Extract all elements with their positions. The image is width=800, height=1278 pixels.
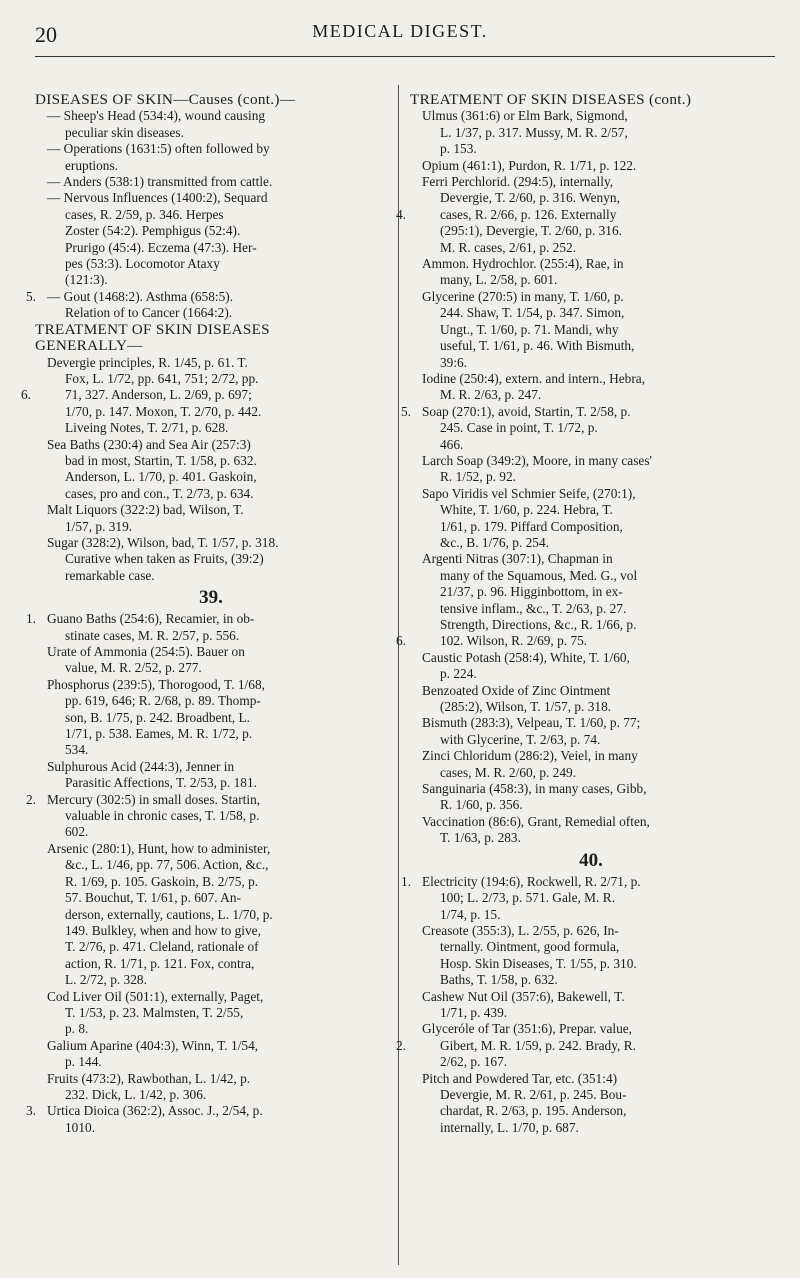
line-text: (295:1), Devergie, T. 2/60, p. 316. [440,223,622,239]
line-text: valuable in chronic cases, T. 1/58, p. [65,808,260,824]
line-text: L. 1/37, p. 317. Mussy, M. R. 2/57, [440,124,628,140]
line-text: 244. Shaw, T. 1/54, p. 347. Simon, [440,305,625,321]
line-text: Sapo Viridis vel Schmier Seife, (270:1), [422,485,636,501]
line-text: — Operations (1631:5) often followed by [47,141,270,157]
line-text: Strength, Directions, &c., R. 1/66, p. [440,617,637,632]
entry-line [401,873,772,890]
line-text: many of the Squamous, Med. G., vol [440,567,638,583]
entry-line [35,808,387,824]
entry-line [410,765,772,781]
line-text: 71, 327. Anderson, L. 2/69, p. 697; [65,387,252,403]
entry-line [26,791,387,808]
entry-line [410,1120,772,1136]
entry-line [35,775,387,791]
entry-line [35,420,387,436]
line-text: many, L. 2/58, p. 601. [440,272,558,288]
line-text: Caustic Potash (258:4), White, T. 1/60, [422,649,630,665]
line-text: peculiar skin diseases. [65,124,184,140]
line-text: Curative when taken as Fruits, (39:2) [65,551,264,567]
entry-line [35,907,387,923]
line-text: Baths, T. 1/58, p. 632. [440,972,558,988]
entry-line [410,535,772,551]
line-text: Ungt., T. 1/60, p. 71. Mandi, why [440,321,619,337]
line-text: — Nervous Influences (1400:2), Sequard [47,190,268,206]
entry-line [410,355,772,371]
line-text: Electricity (194:6), Rockwell, R. 2/71, p. [422,873,641,889]
entry-line [35,158,387,174]
entry-line [401,403,772,420]
line-text: action, R. 1/71, p. 121. Fox, contra, [65,955,255,971]
line-text: tensive inflam., &c., T. 2/63, p. 27. [440,600,627,616]
line-text: p. 144. [65,1054,102,1070]
entry-line [410,1005,772,1021]
entry-line [410,650,772,666]
column-divider [398,85,399,1265]
line-text: with Glycerine, T. 2/63, p. 74. [440,731,601,747]
line-text: cases, R. 2/59, p. 346. Herpes [65,206,224,222]
line-text: Pitch and Powdered Tar, etc. (351:4) [422,1070,618,1086]
entry-line [396,633,772,649]
entry-line [410,601,772,617]
entry-line [35,256,387,272]
line-marker: 6. [396,633,407,649]
entry-line [35,841,387,857]
entry-line [410,486,772,502]
entry-line [35,742,387,758]
line-text: pes (53:3). Locomotor Ataxy [65,256,220,272]
line-text: 57. Bouchut, T. 1/61, p. 607. An- [65,890,241,906]
line-text: 1/71, p. 538. Eames, M. R. 1/72, p. [65,726,253,742]
entry-line [410,305,772,321]
entry-line [410,256,772,272]
line-text: M. R. cases, 2/61, p. 252. [440,239,577,255]
entry-line [35,535,387,551]
line-text: Sanguinaria (458:3), in many cases, Gibb, [422,781,647,797]
line-text: stinate cases, M. R. 2/57, p. 556. [65,627,240,643]
line-text: son, B. 1/75, p. 242. Broadbent, L. [65,709,250,725]
line-text: 1/61, p. 179. Piffard Composition, [440,518,623,534]
line-marker: 5. [401,403,412,419]
entry-line [410,289,772,305]
line-text: ternally. Ointment, good formula, [440,939,620,955]
entry-line [21,387,387,403]
line-text: internally, L. 1/70, p. 687. [440,1119,579,1135]
line-text: (121:3). [65,272,108,288]
line-marker: 1. [401,873,412,889]
line-text: Devergie principles, R. 1/45, p. 61. T. [47,354,248,370]
line-text: Larch Soap (349:2), Moore, in many cases' [422,452,652,468]
entry-line [35,272,387,288]
entry-line [410,338,772,354]
line-text: 1/74, p. 15. [440,906,501,922]
entry-line [410,683,772,699]
line-text: — Sheep's Head (534:4), wound causing [47,108,266,124]
line-text: Bismuth (283:3), Velpeau, T. 1/60, p. 77; [422,715,641,731]
line-text: R. 1/52, p. 92. [440,469,516,485]
line-text: M. R. 2/63, p. 247. [440,387,542,403]
line-text: DISEASES OF SKIN—Causes (cont.)— [35,91,296,108]
line-text: 602. [65,824,89,840]
line-text: 100; L. 2/73, p. 571. Gale, M. R. [440,890,615,906]
line-text: bad in most, Startin, T. 1/58, p. 632. [65,452,257,468]
entry-line [35,568,387,584]
line-text: remarkable case. [65,567,155,583]
line-text: Ammon. Hydrochlor. (255:4), Rae, in [422,256,624,272]
line-text: p. 224. [440,666,477,682]
line-text: 102. Wilson, R. 2/69, p. 75. [440,633,588,649]
entry-line [35,207,387,223]
entry-line [410,108,772,124]
line-text: &c., B. 1/76, p. 254. [440,534,549,550]
line-text: 1/57, p. 319. [65,518,133,534]
line-text: 40. [579,849,603,871]
line-text: Fruits (473:2), Rawbothan, L. 1/42, p. [47,1070,251,1086]
entry-line [35,1038,387,1054]
line-text: Ulmus (361:6) or Elm Bark, Sigmond, [422,108,628,124]
entry-line [35,469,387,485]
line-text: Relation of to Cancer (1664:2). [65,305,233,321]
line-text: Urate of Ammonia (254:5). Bauer on [47,644,245,659]
entry-line [410,453,772,469]
entry-line [410,437,772,453]
entry-line [410,907,772,923]
entry-line [410,797,772,813]
entry-line [410,584,772,600]
entry-line [410,923,772,939]
section-heading [35,322,387,338]
line-text: 232. Dick, L. 1/42, p. 306. [65,1086,207,1102]
entry-line [410,141,772,157]
section-heading [35,338,387,354]
line-text: value, M. R. 2/52, p. 277. [65,660,202,676]
section-heading [410,92,772,108]
left-column [21,91,387,1136]
entry-line [35,693,387,709]
entry-line [410,989,772,1005]
line-text: Benzoated Oxide of Zinc Ointment [422,682,611,698]
entry-line [35,486,387,502]
header-rule [35,56,775,57]
entry-line [35,824,387,840]
entry-line [35,1021,387,1037]
entry-line [35,874,387,890]
line-text: TREATMENT OF SKIN DISEASES (cont.) [410,91,692,108]
line-text: eruptions. [65,157,118,173]
line-text: &c., L. 1/46, pp. 77, 506. Action, &c., [65,857,269,873]
entry-line [410,781,772,797]
entry-line [410,158,772,174]
line-text: Malt Liquors (322:2) bad, Wilson, T. [47,502,244,518]
line-text: T. 1/53, p. 23. Malmsten, T. 2/55, [65,1004,244,1020]
section-heading [35,92,387,108]
line-text: Zinci Chloridum (286:2), Veiel, in many [422,748,638,764]
line-marker: 5. [26,288,37,304]
entry-line [26,1103,387,1119]
line-text: Mercury (302:5) in small doses. Startin, [47,791,261,807]
right-column [396,91,772,1136]
entry-line [410,956,772,972]
line-text: cases, M. R. 2/60, p. 249. [440,764,577,780]
entry-line [26,288,387,305]
line-text: Liveing Notes, T. 2/71, p. 628. [65,420,229,436]
line-text: Devergie, M. R. 2/61, p. 245. Bou- [440,1086,627,1102]
line-text: T. 2/76, p. 471. Cleland, rationale of [65,939,259,955]
entry-line [410,699,772,715]
entry-line [410,568,772,584]
line-text: R. 1/60, p. 356. [440,797,523,813]
entry-line [35,404,387,420]
line-text: Arsenic (280:1), Hunt, how to administer, [47,840,271,856]
entry-line [35,660,387,676]
line-text: — Gout (1468:2). Asthma (658:5). [47,288,234,304]
entry-line [410,190,772,206]
entry-line [410,371,772,387]
line-text: Devergie, T. 2/60, p. 316. Wenyn, [440,190,620,206]
line-marker: 1. [26,611,37,627]
entry-line [410,420,772,436]
line-text: 245. Case in point, T. 1/72, p. [440,420,598,436]
entry-line [35,453,387,469]
entry-line [410,551,772,567]
entry-line [35,190,387,206]
entry-line [35,305,387,321]
entry-line [410,1071,772,1087]
line-text: Fox, L. 1/72, pp. 641, 751; 2/72, pp. [65,370,259,386]
entry-line [410,174,772,190]
section-number [410,850,772,871]
line-text: 149. Bulkley, when and how to give, [65,922,261,938]
entry-line [410,1103,772,1119]
entry-line [35,923,387,939]
entry-line [35,125,387,141]
entry-line [35,355,387,371]
line-marker: 3. [26,1103,37,1119]
entry-line [410,972,772,988]
entry-line [35,628,387,644]
entry-line [410,666,772,682]
line-text: Phosphorus (239:5), Thorogood, T. 1/68, [47,676,265,692]
line-text: derson, externally, cautions, L. 1/70, p. [65,906,273,922]
entry-line [35,174,387,190]
entry-line [35,890,387,906]
line-text: pp. 619, 646; R. 2/68, p. 89. Thomp- [65,693,261,709]
entry-line [35,141,387,157]
entry-line [410,240,772,256]
entry-line [410,748,772,764]
entry-line [35,726,387,742]
line-text: Cod Liver Oil (501:1), externally, Paget, [47,988,264,1004]
entry-line [396,1037,772,1054]
line-text: Glycerine (270:5) in many, T. 1/60, p. [422,288,624,304]
line-text: Vaccination (86:6), Grant, Remedial often, [422,813,650,829]
line-text: 21/37, p. 96. Higginbottom, in ex- [440,584,623,600]
line-text: p. 153. [440,141,477,157]
section-number [35,587,387,608]
entry-line [410,1087,772,1103]
line-text: Sulphurous Acid (244:3), Jenner in [47,758,235,774]
entry-line [35,437,387,453]
entry-line [410,1021,772,1037]
line-text: 466. [440,436,464,452]
page-number: 20 [35,22,57,47]
entry-line [35,1005,387,1021]
line-text: Creasote (355:3), L. 2/55, p. 626, In- [422,922,619,938]
entry-line [35,989,387,1005]
entry-line [410,1054,772,1070]
line-text: T. 1/63, p. 283. [440,830,521,846]
line-text: L. 2/72, p. 328. [65,972,147,988]
entry-line [35,108,387,124]
line-text: Sea Baths (230:4) and Sea Air (257:3) [47,436,251,452]
line-text: cases, R. 2/66, p. 126. Externally [440,206,617,222]
entry-line [410,830,772,846]
line-text: GENERALLY— [35,337,143,355]
entry-line [35,502,387,518]
entry-line [410,814,772,830]
line-text: cases, pro and con., T. 2/73, p. 634. [65,485,254,501]
line-marker: 6. [21,387,32,403]
running-head: MEDICAL DIGEST. [312,21,488,41]
line-text: Urtica Dioica (362:2), Assoc. J., 2/54, p. [47,1103,263,1119]
line-text: Hosp. Skin Diseases, T. 1/55, p. 310. [440,955,637,971]
line-marker: 2. [396,1037,407,1053]
line-text: Parasitic Affections, T. 2/53, p. 181. [65,775,257,791]
entry-line [410,890,772,906]
entry-line [35,240,387,256]
line-text: Guano Baths (254:6), Recamier, in ob- [47,611,255,627]
line-text: Argenti Nitras (307:1), Chapman in [422,551,613,567]
line-text: Cashew Nut Oil (357:6), Bakewell, T. [422,988,625,1004]
line-text: — Anders (538:1) transmitted from cattle. [47,174,273,190]
entry-line [35,857,387,873]
line-text: p. 8. [65,1021,89,1037]
line-text: TREATMENT OF SKIN DISEASES [35,320,270,338]
line-text: Ferri Perchlorid. (294:5), internally, [422,174,614,190]
entry-line [396,206,772,223]
entry-line [410,617,772,633]
entry-line [410,469,772,485]
line-text: 1/70, p. 147. Moxon, T. 2/70, p. 442. [65,403,262,419]
line-marker: 2. [26,791,37,807]
line-text: Soap (270:1), avoid, Startin, T. 2/58, p. [422,403,631,419]
entry-line [35,644,387,660]
line-text: (285:2), Wilson, T. 1/57, p. 318. [440,699,612,715]
line-text: Galium Aparine (404:3), Winn, T. 1/54, [47,1037,259,1053]
line-text: Zoster (54:2). Pemphigus (52:4). [65,223,241,239]
entry-line [26,611,387,627]
line-text: 1010. [65,1119,96,1135]
entry-line [35,939,387,955]
entry-line [35,956,387,972]
entry-line [35,519,387,535]
entry-line [410,322,772,338]
line-text: White, T. 1/60, p. 224. Hebra, T. [440,502,613,518]
entry-line [35,1071,387,1087]
line-text: 39:6. [440,354,468,370]
line-marker: 4. [396,206,407,222]
entry-line [35,371,387,387]
line-text: Opium (461:1), Purdon, R. 1/71, p. 122. [422,157,637,173]
line-text: Anderson, L. 1/70, p. 401. Gaskoin, [65,469,257,485]
entry-line [410,502,772,518]
entry-line [35,972,387,988]
entry-line [35,710,387,726]
line-text: Iodine (250:4), extern. and intern., Hebra, [422,370,646,386]
line-text: useful, T. 1/61, p. 46. With Bismuth, [440,338,635,354]
entry-line [410,223,772,239]
entry-line [35,759,387,775]
line-text: Gibert, M. R. 1/59, p. 242. Brady, R. [440,1037,636,1053]
entry-line [35,1054,387,1070]
entry-line [35,1120,387,1136]
line-text: 39. [199,587,223,609]
entry-line [35,677,387,693]
line-text: Sugar (328:2), Wilson, bad, T. 1/57, p. 318. [47,534,279,550]
line-text: chardat, R. 2/63, p. 195. Anderson, [440,1103,627,1119]
line-text: 534. [65,742,89,758]
entry-line [410,715,772,731]
entry-line [410,939,772,955]
line-text: R. 1/69, p. 105. Gaskoin, B. 2/75, p. [65,873,259,889]
entry-line [410,125,772,141]
entry-line [35,1087,387,1103]
entry-line [410,272,772,288]
entry-line [410,519,772,535]
line-text: Prurigo (45:4). Eczema (47:3). Her- [65,239,257,255]
line-text: 2/62, p. 167. [440,1054,508,1070]
entry-line [410,732,772,748]
entry-line [410,387,772,403]
entry-line [35,223,387,239]
entry-line [35,551,387,567]
line-text: 1/71, p. 439. [440,1004,508,1020]
line-text: Glyceróle of Tar (351:6), Prepar. value, [422,1021,633,1037]
